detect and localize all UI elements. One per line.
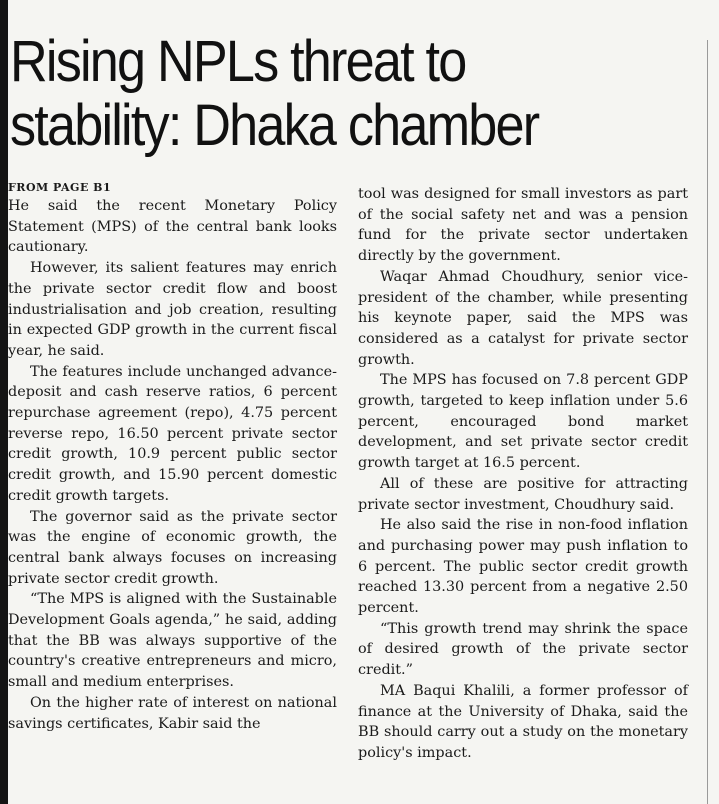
paragraph: He also said the rise in non-food inflation and purchasing power may push inflation to 6 percent. The public sector credit growth reached 13.30 percent from a negative 2.50 percent. — [358, 517, 688, 617]
paragraph: “The MPS is aligned with the Sustainable Development Goals agenda,” he said, adding that the BB was always supportive of the country's creative entrepreneurs and micro, small and medium enterprises. — [8, 591, 337, 691]
paragraph: The features include unchanged advance-deposit and cash reserve ratios, 6 percent repurchase agreement (repo), 4.75 percent reverse repo, 16.50 percent private sector credit growth, 10.9 percent public sector credit growth, and 15.90 percent domestic credit growth targets. — [8, 363, 337, 504]
paragraph: MA Baqui Khalili, a former professor of finance at the University of Dhaka, said the BB should carry out a study on the monetary policy's impact. — [358, 682, 688, 761]
paragraph: Waqar Ahmad Choudhury, senior vice-president of the chamber, while presenting his keynote paper, said the MPS was considered as a catalyst for private sector growth. — [358, 268, 688, 368]
paragraph: However, its salient features may enrich the private sector credit flow and boost industrialisation and job creation, resulting in expected GDP growth in the current fiscal year, he said. — [8, 260, 337, 359]
paragraph: He said the recent Monetary Policy Statement (MPS) of the central bank looks cautionary. — [8, 198, 337, 256]
paragraph: All of these are positive for attracting private sector investment, Choudhury said. — [358, 475, 688, 513]
paragraph: On the higher rate of interest on national savings certificates, Kabir said the — [8, 694, 337, 732]
paragraph: The MPS has focused on 7.8 percent GDP growth, targeted to keep inflation under 5.6 percent, encouraged bond market development, and set private sector credit growth target at 16.5 percent. — [358, 372, 688, 472]
kicker-from-page: FROM PAGE B1 — [8, 181, 112, 194]
article-column-right — [358, 184, 688, 764]
headline: Rising NPLs threat to stability: Dhaka chamber — [10, 29, 539, 158]
paragraph: “This growth trend may shrink the space of desired growth of the private sector credit.” — [358, 620, 688, 679]
column-rule — [707, 40, 708, 804]
paragraph: tool was designed for small investors as part of the social safety net and was a pension fund for the private sector undertaken directly by the government. — [358, 186, 688, 265]
left-edge-bar — [0, 0, 8, 804]
paragraph: The governor said as the private sector was the engine of economic growth, the central bank always focuses on increasing private sector credit growth. — [8, 508, 337, 587]
article-column-left — [8, 180, 337, 734]
